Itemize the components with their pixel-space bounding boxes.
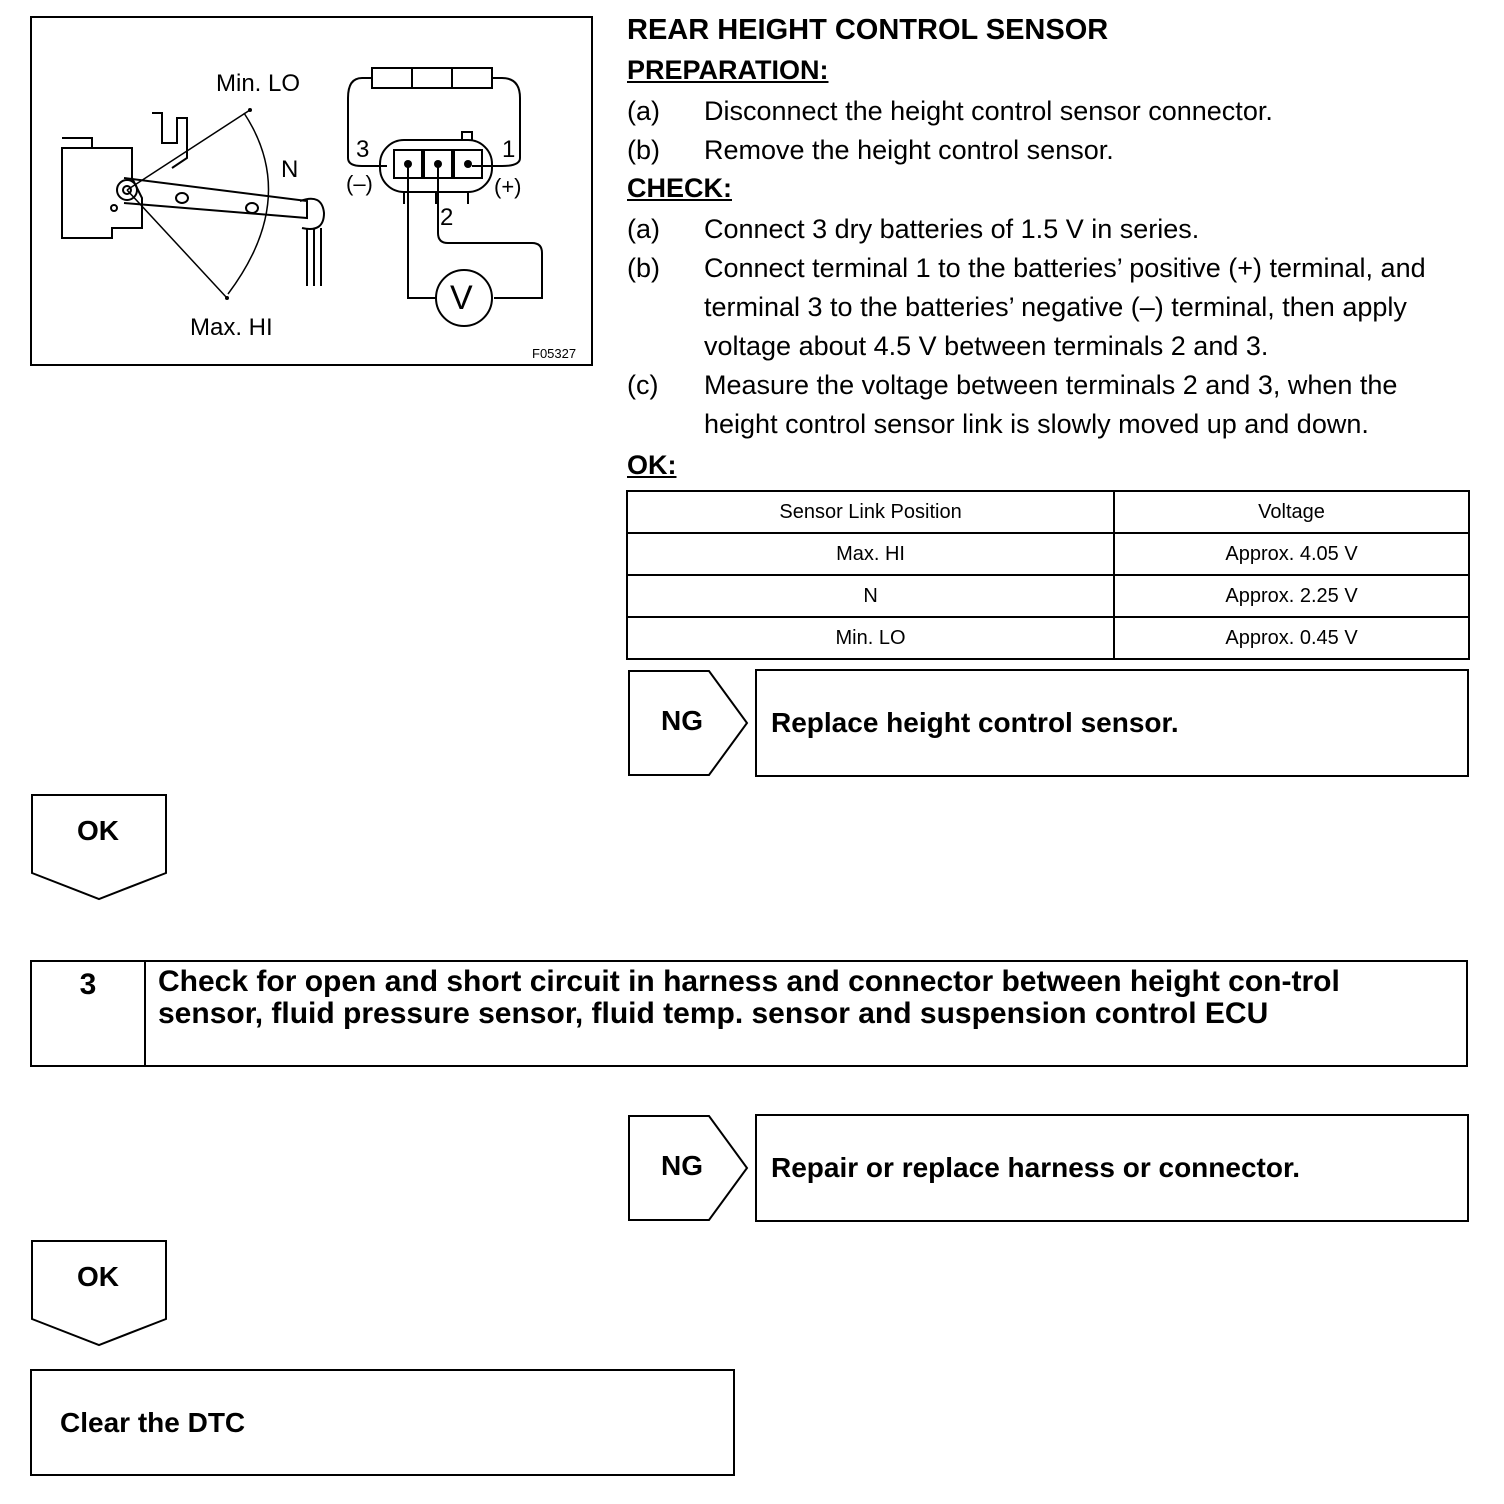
step-text: Remove the height control sensor. xyxy=(704,135,1114,165)
figure-code: F05327 xyxy=(532,346,577,361)
ng-label: NG xyxy=(661,705,703,736)
step-label: (b) xyxy=(627,253,660,283)
table-cell: Min. LO xyxy=(627,617,1114,659)
step-label: (c) xyxy=(627,370,659,400)
negative-label: (–) xyxy=(346,171,373,196)
positive-label: (+) xyxy=(494,174,522,199)
terminal-1-label: 1 xyxy=(502,136,516,163)
ok-label: OK xyxy=(77,1261,119,1292)
terminal-2-label: 2 xyxy=(440,204,454,231)
ok-heading: OK: xyxy=(627,450,677,480)
ng-result-2 xyxy=(627,1114,1469,1222)
table-cell: N xyxy=(627,575,1114,617)
table-header-row xyxy=(627,491,1469,533)
table-cell: Approx. 4.05 V xyxy=(1114,533,1469,575)
step-description: Check for open and short circuit in harness and connector between height con-trol sensor, fluid pressure sensor, fluid temp. sensor and suspension control ECU xyxy=(158,965,1340,1030)
sensor-diagram xyxy=(30,16,593,366)
step-text: Disconnect the height control sensor connector. xyxy=(704,96,1273,126)
min-lo-label: Min. LO xyxy=(216,70,301,97)
n-label: N xyxy=(281,156,299,183)
voltmeter-label: V xyxy=(450,279,473,317)
step-text: Connect terminal 1 to the batteries’ positive (+) terminal, and terminal 3 to the batteries’ negative (–) terminal, then apply voltage about 4.5 V between terminals 2 and 3. xyxy=(704,253,1426,361)
page-title: REAR HEIGHT CONTROL SENSOR xyxy=(627,14,1109,46)
step-text: Measure the voltage between terminals 2 and 3, when the height control sensor link is slowly moved up and down. xyxy=(704,370,1398,439)
ok-arrow-shape xyxy=(30,1239,168,1349)
step-number: 3 xyxy=(32,962,146,1065)
ok-arrow-1 xyxy=(30,793,168,903)
ng-label: NG xyxy=(661,1150,703,1181)
table-row xyxy=(627,617,1469,659)
step-3-row xyxy=(30,960,1468,1067)
step-label: (b) xyxy=(627,135,660,165)
ng-result-1 xyxy=(627,669,1469,777)
table-cell: Approx. 2.25 V xyxy=(1114,575,1469,617)
final-action-box: Clear the DTC xyxy=(30,1369,735,1476)
ng-result-text: Repair or replace harness or connector. xyxy=(755,1114,1469,1222)
table-row xyxy=(627,533,1469,575)
column-header: Sensor Link Position xyxy=(627,491,1114,533)
ok-arrow-2 xyxy=(30,1239,168,1349)
step-label: (a) xyxy=(627,96,660,126)
table-row xyxy=(627,575,1469,617)
ok-arrow-shape xyxy=(30,793,168,903)
step-label: (a) xyxy=(627,214,660,244)
ok-label: OK xyxy=(77,815,119,846)
check-heading: CHECK: xyxy=(627,173,732,203)
voltage-spec-table xyxy=(626,490,1470,660)
step-text: Connect 3 dry batteries of 1.5 V in series. xyxy=(704,214,1200,244)
preparation-heading: PREPARATION: xyxy=(627,55,829,85)
max-hi-label: Max. HI xyxy=(190,314,273,341)
column-header: Voltage xyxy=(1114,491,1469,533)
table-cell: Max. HI xyxy=(627,533,1114,575)
table-cell: Approx. 0.45 V xyxy=(1114,617,1469,659)
terminal-3-label: 3 xyxy=(356,136,370,163)
ng-result-text: Replace height control sensor. xyxy=(755,669,1469,777)
